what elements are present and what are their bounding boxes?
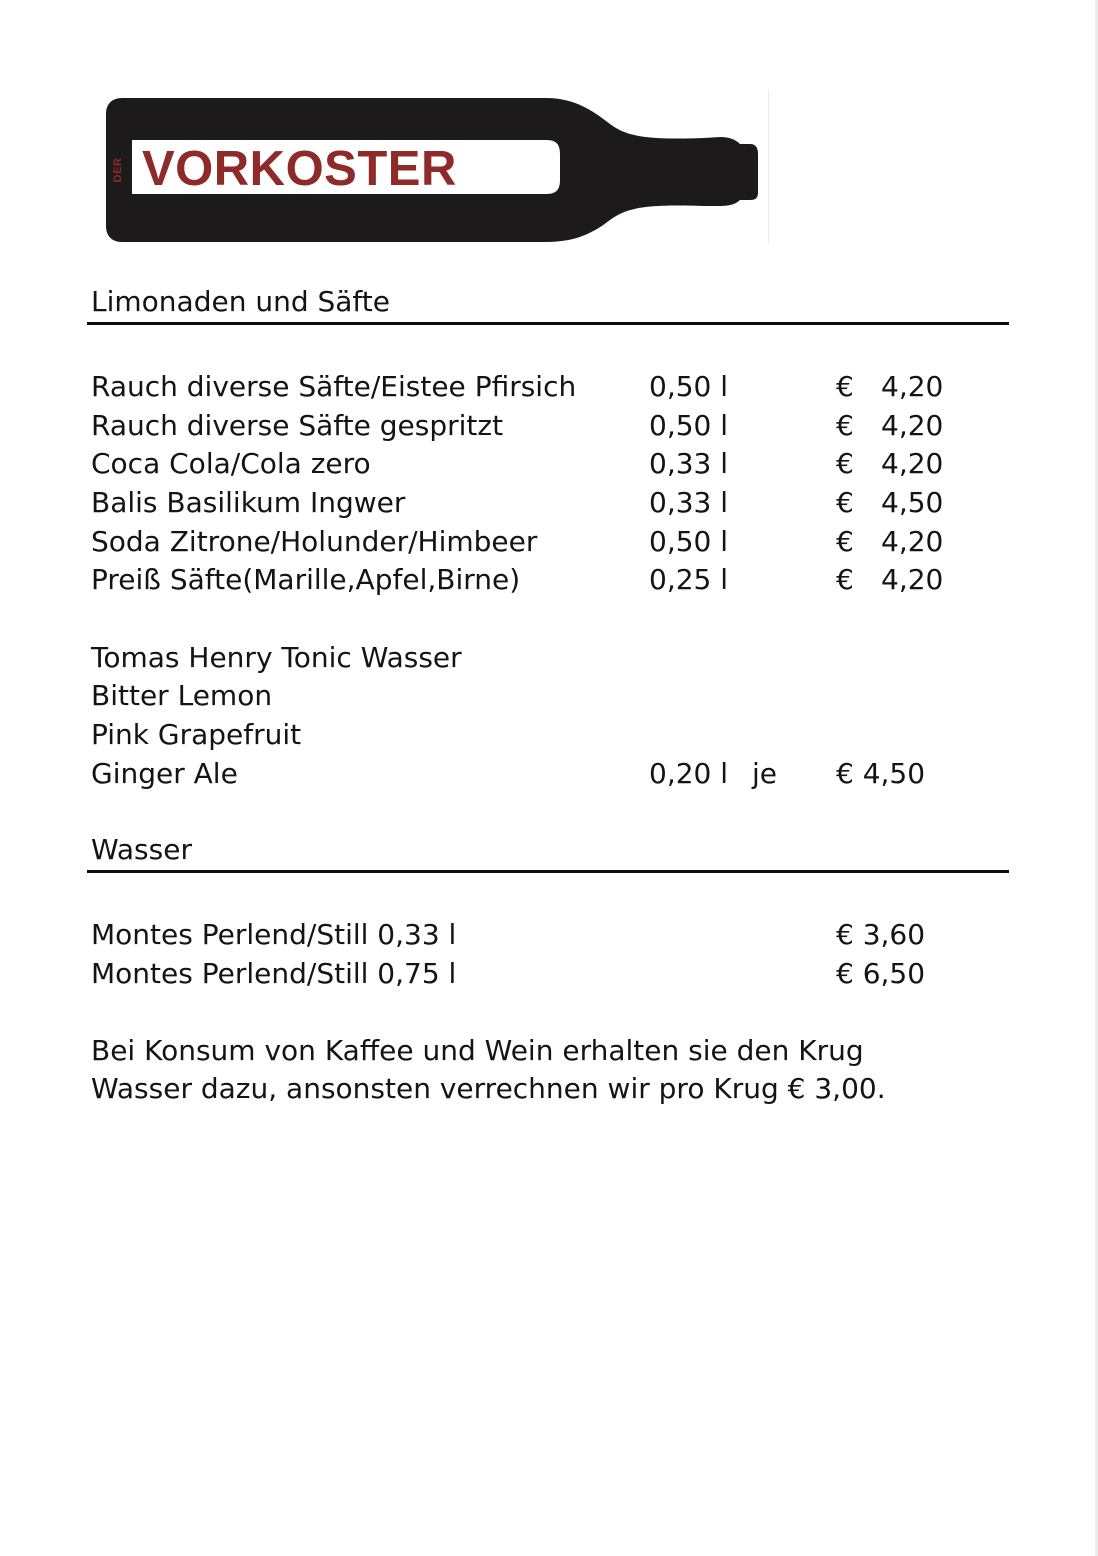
menu-item-currency: € [836, 486, 854, 519]
section-title-limonaden: Limonaden und Säfte [91, 285, 391, 318]
menu-item-name: Bitter Lemon [91, 679, 273, 712]
logo-prefix: DER [112, 157, 124, 183]
menu-item-name: Ginger Ale [91, 757, 238, 790]
menu-item-name: Rauch diverse Säfte gespritzt [91, 409, 504, 442]
menu-item-name: Coca Cola/Cola zero [91, 447, 371, 480]
menu-item-size: 0,50 l [649, 370, 729, 403]
menu-group-item [91, 716, 991, 754]
logo-separator [768, 90, 769, 244]
menu-item [91, 445, 991, 483]
menu-item-price: 4,20 [881, 525, 944, 558]
menu-group-item [91, 639, 991, 677]
logo-wordmark: VORKOSTER [142, 142, 457, 196]
menu-group-item [91, 755, 991, 793]
menu-item-name: Tomas Henry Tonic Wasser [91, 641, 462, 674]
menu-item-size: 0,50 l [649, 525, 729, 558]
menu-item-name: Montes Perlend/Still 0,75 l [91, 957, 457, 990]
section-divider [87, 870, 1009, 873]
section-title-wasser: Wasser [91, 833, 192, 866]
menu-item-price: 4,20 [881, 563, 944, 596]
menu-item-name: Soda Zitrone/Holunder/Himbeer [91, 525, 538, 558]
menu-item-size: 0,25 l [649, 563, 729, 596]
menu-item-size: 0,33 l [649, 486, 729, 519]
menu-item [91, 561, 991, 599]
menu-group-per: je [752, 757, 778, 790]
menu-item-currency: € [836, 563, 854, 596]
menu-item-price: 4,20 [881, 370, 944, 403]
menu-item-price: € 6,50 [836, 957, 926, 990]
menu-item-name: Rauch diverse Säfte/Eistee Pfirsich [91, 370, 577, 403]
menu-item [91, 916, 991, 954]
menu-item-currency: € [836, 447, 854, 480]
menu-group-price: € 4,50 [836, 757, 926, 790]
menu-item-currency: € [836, 409, 854, 442]
menu-item [91, 407, 991, 445]
menu-item [91, 484, 991, 522]
menu-item [91, 523, 991, 561]
menu-item-name: Balis Basilikum Ingwer [91, 486, 406, 519]
menu-item-name: Pink Grapefruit [91, 718, 302, 751]
menu-item-name: Preiß Säfte(Marille,Apfel,Birne) [91, 563, 521, 596]
menu-item [91, 368, 991, 406]
menu-item-price: 4,20 [881, 447, 944, 480]
water-note-line: Bei Konsum von Kaffee und Wein erhalten sie den Krug [91, 1034, 864, 1067]
menu-group-size: 0,20 l [649, 757, 729, 790]
menu-item-size: 0,50 l [649, 409, 729, 442]
menu-item-price: 4,50 [881, 486, 944, 519]
menu-item [91, 955, 991, 993]
menu-item-price: € 3,60 [836, 918, 926, 951]
section-divider [87, 322, 1009, 325]
water-note [91, 1032, 1011, 1108]
menu-group-item [91, 677, 991, 715]
menu-item-price: 4,20 [881, 409, 944, 442]
menu-item-name: Montes Perlend/Still 0,33 l [91, 918, 457, 951]
menu-item-size: 0,33 l [649, 447, 729, 480]
menu-item-currency: € [836, 525, 854, 558]
menu-item-currency: € [836, 370, 854, 403]
water-note-line: Wasser dazu, ansonsten verrechnen wir pro Krug € 3,00. [91, 1072, 886, 1105]
